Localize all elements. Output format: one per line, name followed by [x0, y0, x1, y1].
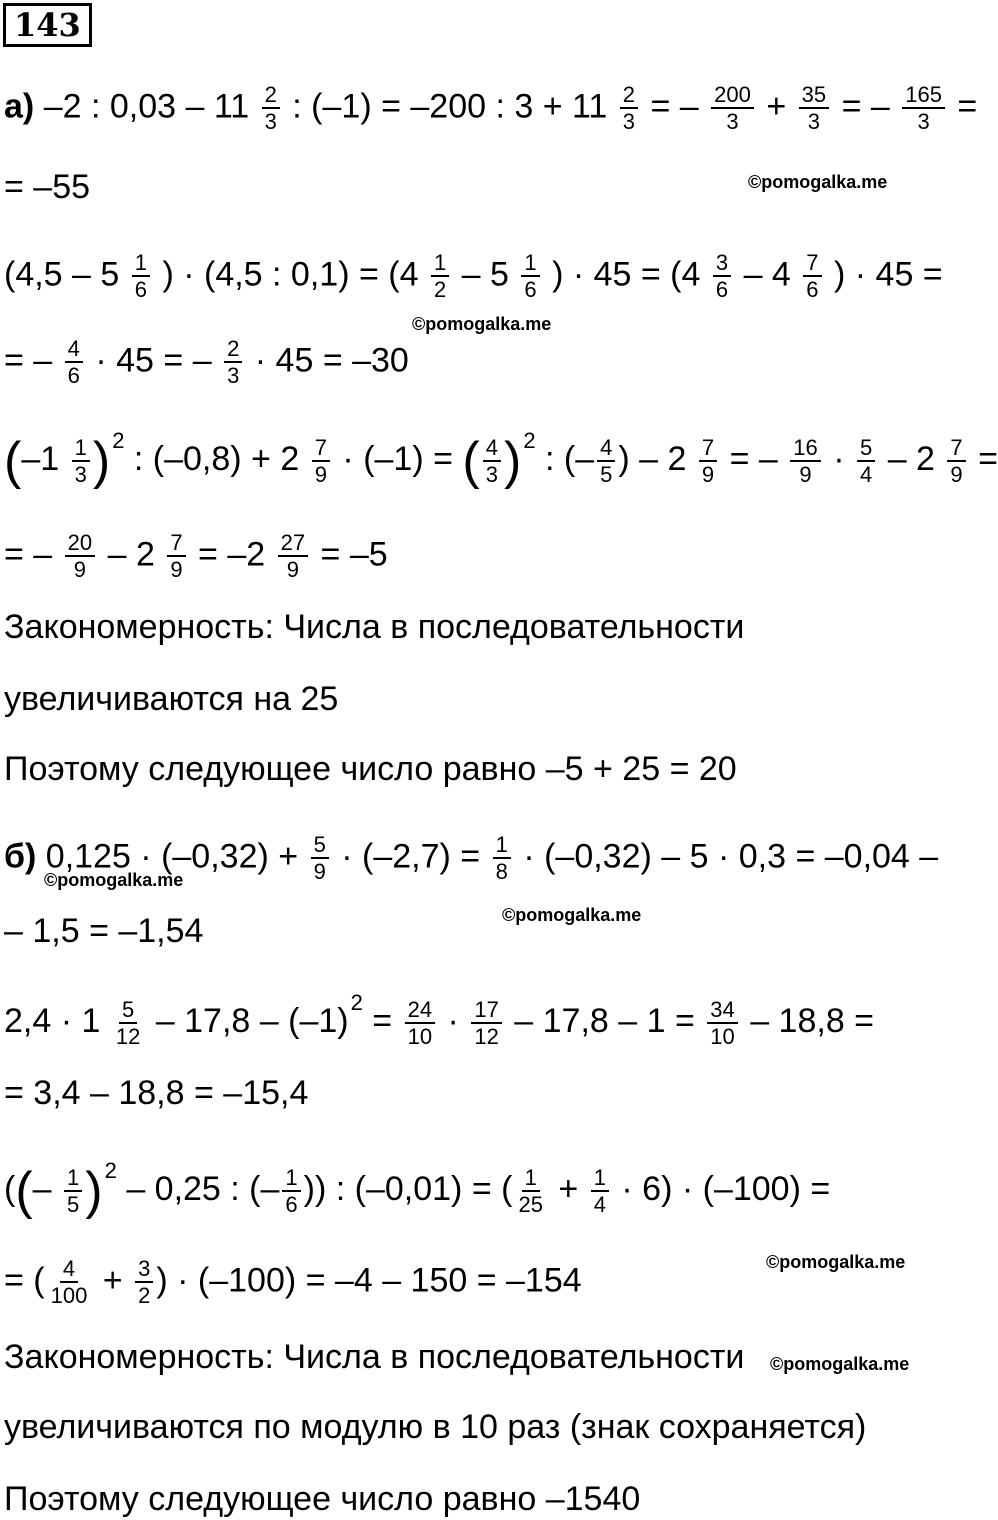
b-line-5: ((– $\frac{1}{5}$ )$^2$ – 0,25 : (– $\frac{1}{6}$ )) : (–0,01) = ( $\frac{1}{25}$ + $\frac{1}{4}$ · 6) · (–100) = [4, 1158, 831, 1221]
watermark: ©pomogalka.me [766, 1252, 906, 1272]
fraction: $\frac{5}{9}$ [311, 832, 329, 885]
fraction: $\frac{1}{25}$ [518, 1164, 543, 1218]
watermark: ©pomogalka.me [748, 172, 888, 192]
b-line-6: = ( $\frac{4}{100}$ + $\frac{3}{2}$ ) · (–100) = –4 – 150 = –154 [4, 1256, 582, 1309]
part-b-label: б) [4, 837, 37, 876]
b-pattern-line-2: увеличиваются по модулю в 10 раз (знак сохраняется) [4, 1408, 867, 1446]
fraction: $\frac{5}{12}$ [115, 996, 141, 1050]
fraction: $\frac{3}{6}$ [713, 250, 731, 303]
a-next-number: Поэтому следующее число равно –5 + 25 = 20 [4, 750, 737, 788]
watermark: ©pomogalka.me [412, 314, 552, 334]
b-line-1: б) 0,125 · (–0,32) + $\frac{5}{9}$ · (–2,7) = $\frac{1}{8}$ · (–0,32) – 5 · 0,3 = –0,04 – [4, 832, 939, 885]
watermark: ©pomogalka.me [502, 905, 642, 925]
watermark: ©pomogalka.me [44, 870, 184, 890]
b-line-3: 2,4 · 1 $\frac{5}{12}$ – $17,8 - (-1)^2$ = $\frac{24}{10}$ · $\frac{17}{12}$ – 17,8 – 1 = $\frac{34}{10}$ – 18,8 = [4, 990, 875, 1050]
fraction: $\frac{34}{10}$ [707, 997, 737, 1050]
fraction: $\frac{7}{6}$ [803, 250, 821, 303]
fraction: $\frac{4}{100}$ [50, 1256, 88, 1309]
fraction: $\frac{4}{3}$ [483, 435, 501, 488]
fraction: $\frac{7}{9}$ [312, 435, 330, 488]
fraction: $\frac{35}{3}$ [799, 82, 829, 135]
fraction: $\frac{27}{9}$ [278, 530, 308, 583]
fraction: $\frac{5}{4}$ [857, 435, 875, 488]
fraction: $\frac{24}{10}$ [405, 997, 435, 1050]
fraction: $\frac{4}{5}$ [597, 435, 615, 488]
watermark: ©pomogalka.me [770, 1354, 910, 1374]
b-next-number: Поэтому следующее число равно –1540 [4, 1480, 641, 1518]
fraction: $\frac{4}{6}$ [65, 336, 83, 389]
fraction: $\frac{1}{6}$ [521, 250, 539, 303]
b-line-2: – 1,5 = –1,54 [4, 912, 204, 950]
fraction: $\frac{7}{9}$ [947, 435, 965, 488]
a-line-1: а) –2 : 0,03 – 11 $\frac{2}{3}$ : (–1) = –200 : 3 + 11 $\frac{2}{3}$ = – $\frac{200}{3}$ + $\frac{35}{3}$ = – $\frac{165}{3}$ = [4, 82, 978, 135]
fraction: $\frac{2}{3}$ [224, 336, 242, 389]
fraction: $\frac{1}{6}$ [282, 1165, 300, 1218]
fraction: $\frac{20}{9}$ [65, 530, 95, 583]
fraction: $\frac{1}{8}$ [493, 832, 511, 885]
fraction: $\frac{17}{12}$ [471, 997, 501, 1050]
a-line-4: = – $\frac{4}{6}$ · 45 = – $\frac{2}{3}$ · 45 = –30 [4, 336, 409, 389]
a-pattern-line-1: Закономерность: Числа в последовательности [4, 608, 745, 646]
fraction: $\frac{2}{3}$ [262, 82, 280, 135]
fraction: $\frac{3}{2}$ [135, 1256, 153, 1309]
fraction: $\frac{16}{9}$ [790, 435, 820, 488]
fraction: $\frac{200}{3}$ [711, 82, 754, 135]
fraction: $\frac{1}{6}$ [132, 250, 150, 303]
b-pattern-line-1: Закономерность: Числа в последовательности [4, 1338, 745, 1376]
a-line-3: (4,5 – 5 $\frac{1}{6}$ ) · (4,5 : 0,1) = (4 $\frac{1}{2}$ – 5 $\frac{1}{6}$ ) · 45 = (4 $\frac{3}{6}$ – 4 $\frac{7}{6}$ ) · 45 = [4, 250, 943, 303]
fraction: $\frac{2}{3}$ [620, 82, 638, 135]
fraction: $\frac{165}{3}$ [902, 82, 945, 135]
problem-number: 143 [3, 3, 92, 47]
a-line-6: = – $\frac{20}{9}$ – 2 $\frac{7}{9}$ = –2 $\frac{27}{9}$ = –5 [4, 530, 388, 583]
fraction: $\frac{1}{4}$ [591, 1165, 609, 1218]
b-line-4: = 3,4 – 18,8 = –15,4 [4, 1074, 309, 1112]
fraction: $\frac{1}{5}$ [64, 1165, 82, 1218]
a-line-5: (–1 $\frac{1}{3}$ )$^2$ : (–0,8) + 2 $\frac{7}{9}$ · (–1) = ( $\frac{4}{3}$ )$^2$ : (– $\frac{4}{5}$ ) – 2 $\frac{7}{9}$ = – $\frac{16}{9}$ · $\frac{5}{4}$ – 2 $\frac{7}{9}$ = [4, 428, 998, 491]
a-line-2: = –55 [4, 168, 91, 206]
fraction: $\frac{1}{3}$ [72, 435, 90, 488]
fraction: $\frac{7}{9}$ [167, 530, 185, 583]
fraction: $\frac{1}{2}$ [431, 250, 449, 303]
a-pattern-line-2: увеличиваются на 25 [4, 680, 339, 718]
fraction: $\frac{7}{9}$ [699, 435, 717, 488]
part-a-label: а) [4, 87, 35, 126]
